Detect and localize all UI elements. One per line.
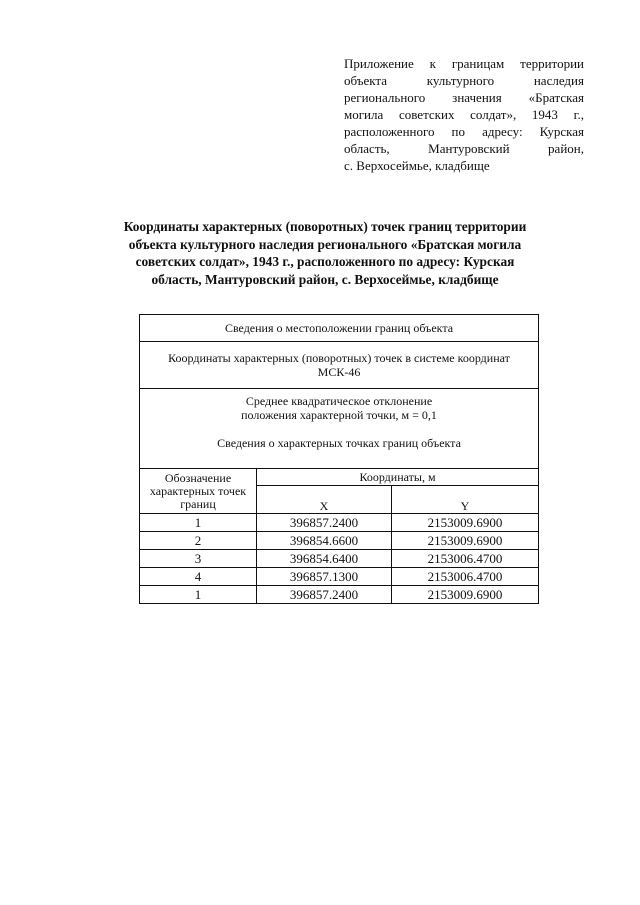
heading-line: Координаты характерных (поворотных) точек границ территории [123,219,527,234]
table-row [140,568,539,586]
appendix-line: Приложение к границам территории [344,56,584,71]
coords-header-cell [257,469,539,486]
y-cell: 2153009.6900 [392,586,539,604]
point-cell: 2 [140,532,257,550]
x-cell: 396857.2400 [257,514,392,532]
table-row [140,586,539,604]
heading-line: объекта культурного наследия регионального «Братская могила [128,236,522,252]
appendix-line: расположенного по адресу: Курская [344,124,584,139]
y-header-cell [392,486,539,514]
table-row [140,532,539,550]
coord-system-cell [140,342,539,389]
y-cell: 2153009.6900 [392,514,539,532]
point-header-line: характерных точек [149,483,247,498]
accuracy-cell [140,389,539,469]
heading-line: область, Мантуровский район, с. Верхосеймье, кладбище [151,271,499,287]
accuracy-line: Среднее квадратическое отклонение [245,394,433,408]
appendix-line: объекта культурного наследия [344,73,584,88]
y-header: Y [460,499,470,513]
point-header-line: границ [180,496,216,511]
appendix-note [344,55,584,174]
appendix-line: могила советских солдат», 1943 г., [344,107,584,122]
y-cell: 2153009.6900 [392,532,539,550]
coordinates-table [139,314,539,604]
coord-system-line: Координаты характерных (поворотных) точек в системе координат [168,351,510,365]
x-cell: 396854.6400 [257,550,392,568]
coord-system-line: МСК-46 [317,365,361,379]
x-cell: 396857.2400 [257,586,392,604]
coords-header: Координаты, м [359,470,436,484]
points-info-title: Сведения о характерных точках границ объекта [217,436,461,450]
table-row [140,514,539,532]
heading-line: советских солдат», 1943 г., расположенного по адресу: Курская [135,254,515,269]
point-cell: 1 [140,514,257,532]
section-title-cell [140,315,539,342]
table-row [140,550,539,568]
point-label-header [140,469,257,514]
x-cell: 396857.1300 [257,568,392,586]
y-cell: 2153006.4700 [392,550,539,568]
point-cell: 1 [140,586,257,604]
x-header-cell [257,486,392,514]
point-header-line: Обозначение [164,470,232,485]
point-cell: 3 [140,550,257,568]
accuracy-line: положения характерной точки, м = 0,1 [241,408,437,422]
point-cell: 4 [140,568,257,586]
y-cell: 2153006.4700 [392,568,539,586]
appendix-line: регионального значения «Братская [344,90,584,105]
appendix-line: область, Мантуровский район, [344,141,584,156]
document-heading [100,218,550,288]
appendix-line: с. Верхосеймье, кладбище [344,158,490,173]
x-cell: 396854.6600 [257,532,392,550]
section-title: Сведения о местоположении границ объекта [224,321,454,335]
x-header: X [319,499,329,513]
